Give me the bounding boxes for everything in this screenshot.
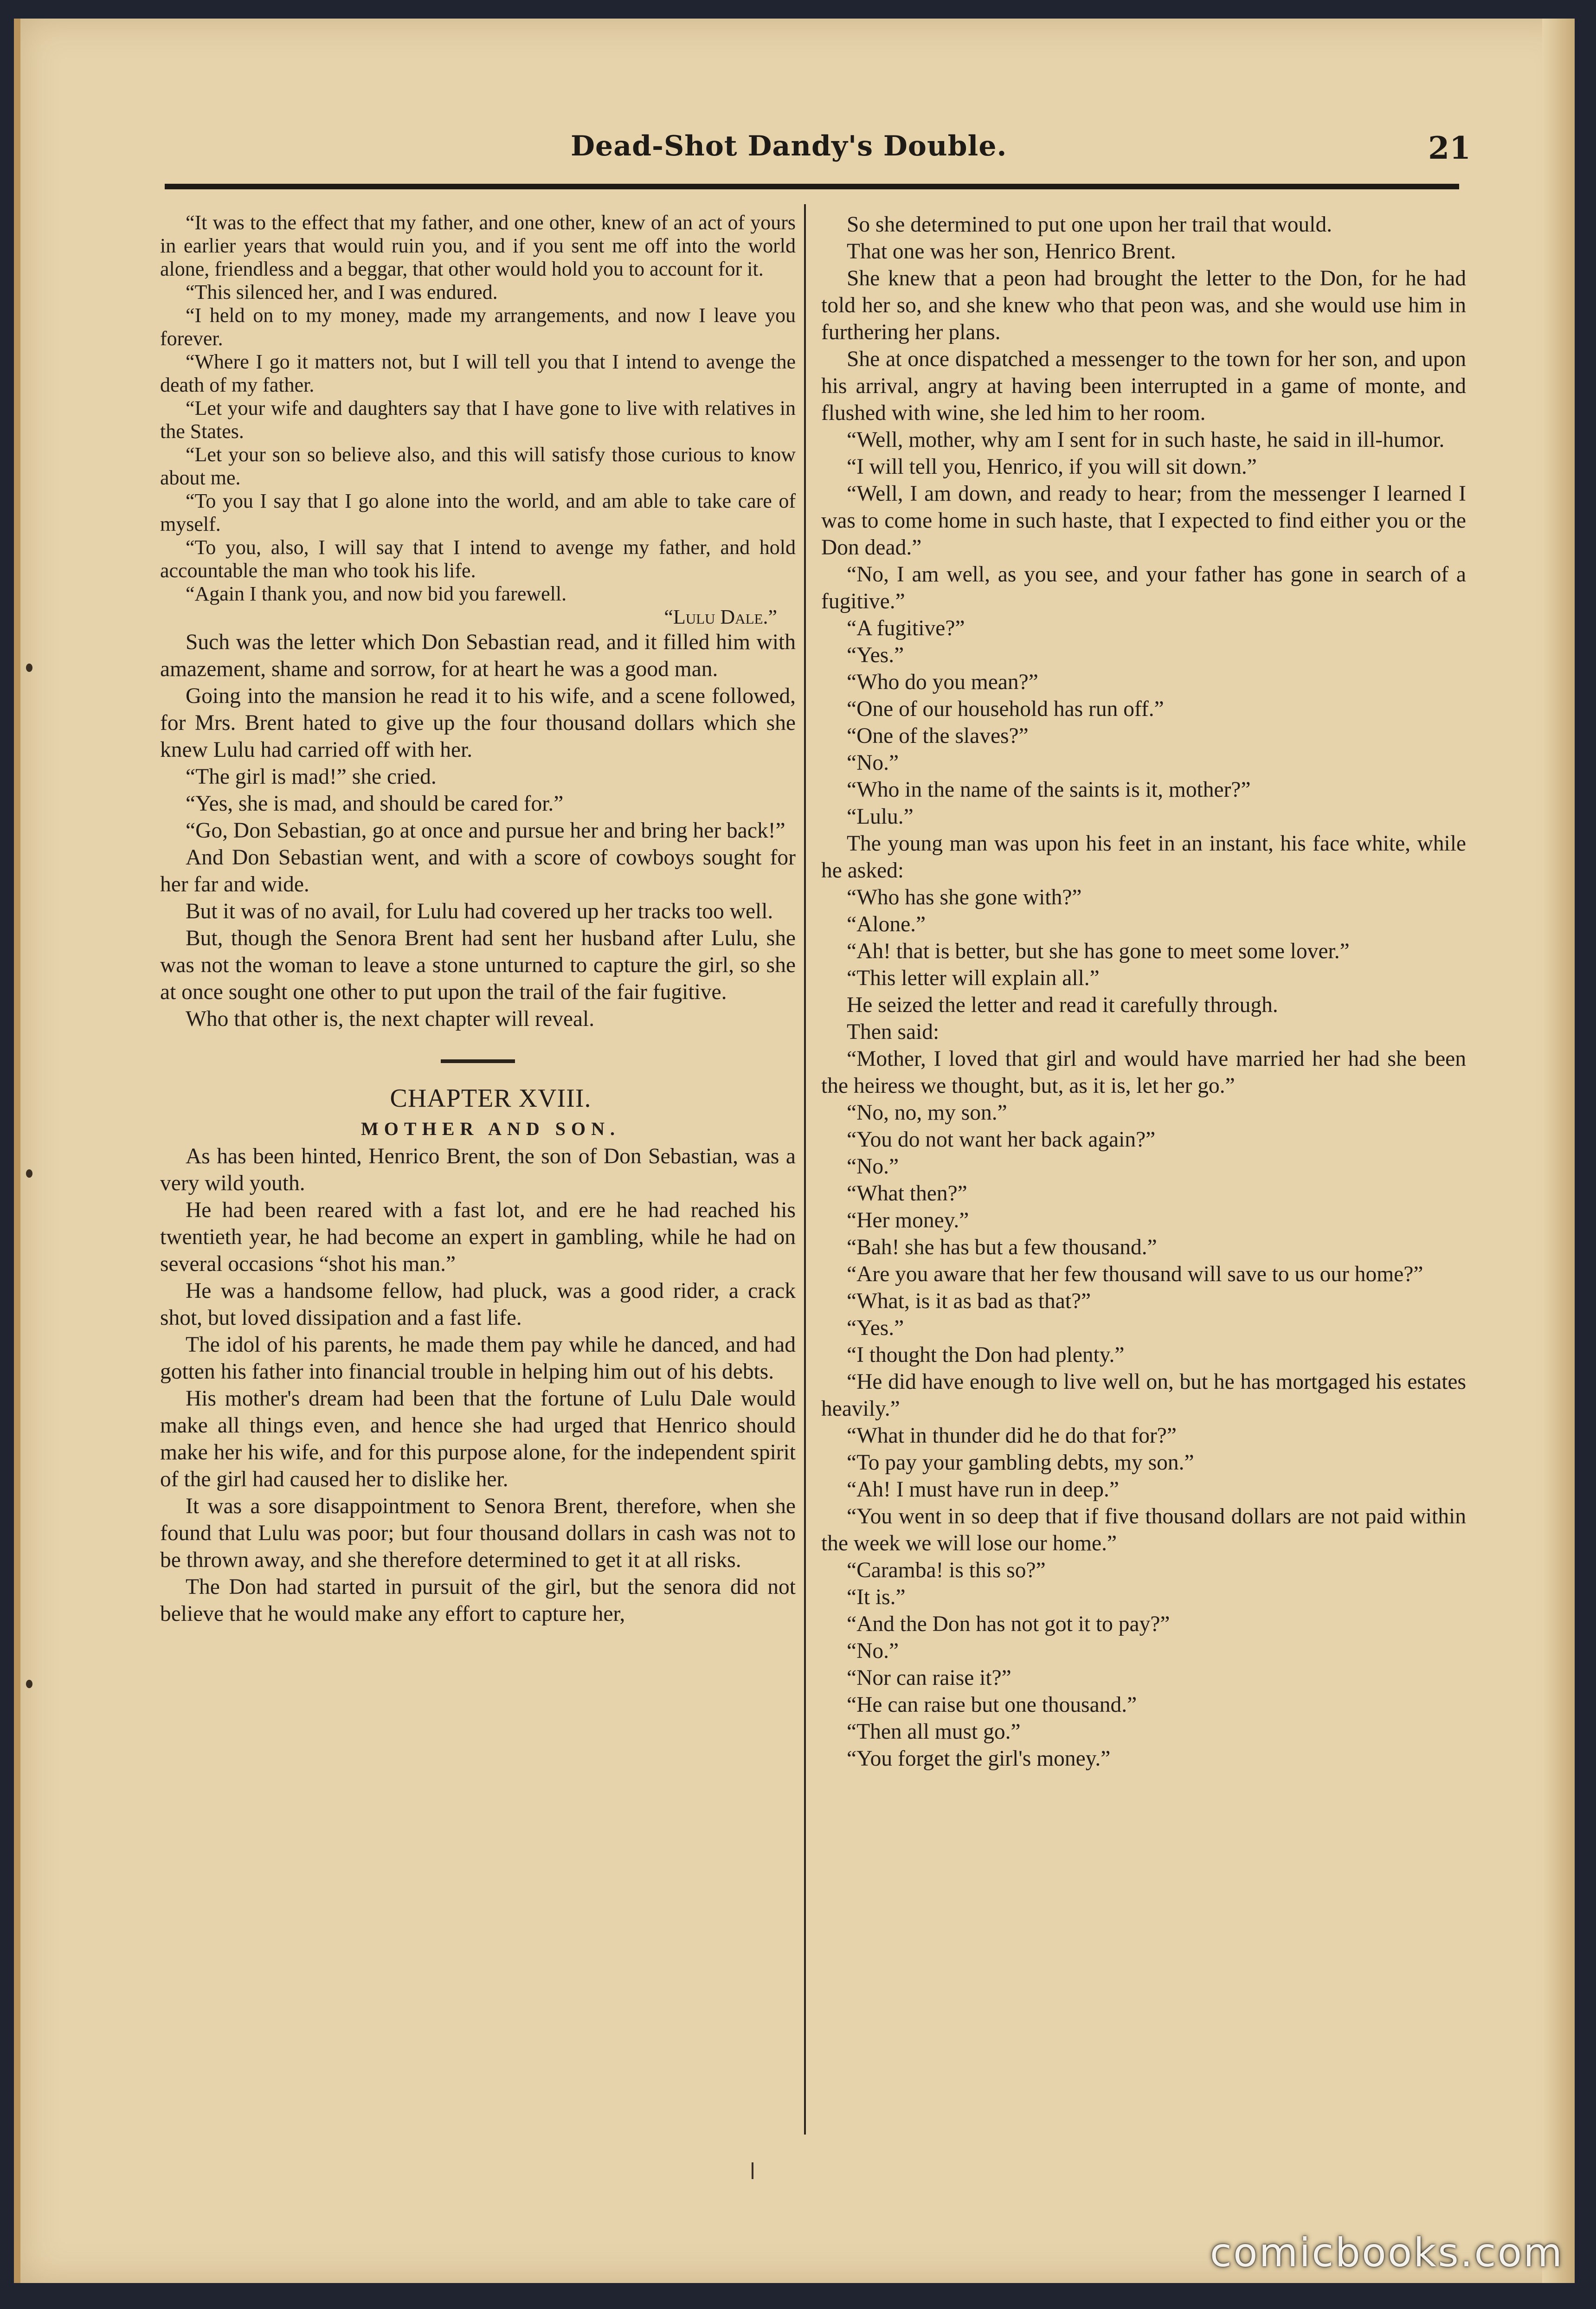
binding-hole: [26, 1680, 32, 1688]
paragraph: “Then all must go.”: [847, 1720, 1021, 1744]
header-rule: [165, 184, 1459, 189]
paragraph: She at once dispatched a messenger to the town for her son, and upon his arrival, angry at having been interrupted in a game of monte, and flushed with wine, she led him to her room.: [821, 347, 1466, 425]
paragraph: The Don had started in pursuit of the girl, but the senora did not believe that he would make any effort to capture her,: [160, 1575, 796, 1626]
paragraph: “Nor can raise it?”: [847, 1666, 1011, 1690]
paragraph: “He can raise but one thousand.”: [847, 1693, 1137, 1717]
letter-paragraph: “To you, also, I will say that I intend to avenge my father, and hold accountable the man who took his life.: [160, 536, 796, 582]
paragraph: “Yes.”: [847, 643, 904, 667]
paragraph: “You do not want her back again?”: [847, 1128, 1156, 1152]
paragraph: “He did have enough to live well on, but he has mortgaged his estates heavily.”: [821, 1370, 1466, 1421]
paragraph: “One of our household has run off.”: [847, 697, 1164, 721]
letter-paragraph: “I held on to my money, made my arrangements, and now I leave you forever.: [160, 304, 796, 350]
paragraph: “You went in so deep that if five thousand dollars are not paid within the week we will lose our home.”: [821, 1504, 1466, 1555]
paragraph: “What, is it as bad as that?”: [847, 1289, 1091, 1313]
paragraph: But it was of no avail, for Lulu had covered up her tracks too well.: [186, 899, 773, 923]
paragraph: He seized the letter and read it carefully through.: [847, 993, 1278, 1017]
paragraph: The young man was upon his feet in an instant, his face white, while he asked:: [821, 832, 1466, 883]
binding-hole: [26, 664, 32, 672]
paragraph: “Who do you mean?”: [847, 670, 1038, 694]
paragraph: “I will tell you, Henrico, if you will sit down.”: [847, 455, 1257, 479]
paragraph: “What in thunder did he do that for?”: [847, 1424, 1177, 1448]
chapter-subtitle: MOTHER AND SON.: [361, 1118, 620, 1139]
paragraph: “Bah! she has but a few thousand.”: [847, 1235, 1157, 1259]
paragraph: “A fugitive?”: [847, 616, 965, 640]
letter-paragraph: “Again I thank you, and now bid you farewell.: [186, 582, 567, 605]
paragraph: “It is.”: [847, 1585, 906, 1609]
paragraph: “Caramba! is this so?”: [847, 1558, 1046, 1582]
print-mark: [752, 2162, 753, 2179]
binding-hole: [26, 1169, 32, 1178]
paragraph: “I thought the Don had plenty.”: [847, 1343, 1125, 1367]
paragraph: “Well, I am down, and ready to hear; from the messenger I learned I was to come home in such haste, that I expected to find either you or the Don dead.”: [821, 482, 1466, 560]
letter-paragraph: “This silenced her, and I was endured.: [186, 281, 498, 303]
paragraph: “One of the slaves?”: [847, 724, 1029, 748]
paragraph: “What then?”: [847, 1181, 967, 1206]
paragraph: She knew that a peon had brought the letter to the Don, for he had told her so, and she knew who that peon was, and she would use him in furthering her plans.: [821, 266, 1466, 344]
running-title: Dead-Shot Dandy's Double.: [571, 130, 1007, 162]
paragraph: “Well, mother, why am I sent for in such haste, he said in ill-humor.: [847, 428, 1445, 452]
paragraph: But, though the Senora Brent had sent her husband after Lulu, she was not the woman to leave a stone unturned to capture the girl, so she at once sought one other to put upon the trail of the fair fugitive.: [160, 926, 796, 1004]
letter-paragraph: “It was to the effect that my father, and one other, knew of an act of yours in earlier years that would ruin you, and if you sent me off into the world alone, friendless and a beggar, that other would hold you to account for it.: [160, 211, 796, 280]
page-edge: [1542, 19, 1575, 2283]
paragraph: “Ah! I must have run in deep.”: [847, 1477, 1119, 1502]
paragraph: That one was her son, Henrico Brent.: [847, 239, 1176, 264]
paragraph: “Are you aware that her few thousand will save to us our home?”: [847, 1262, 1423, 1286]
chapter-separator: [441, 1059, 515, 1063]
letter-signature: “Lulu Dale.”: [664, 606, 777, 628]
paragraph: Then said:: [847, 1020, 940, 1044]
column-divider: [804, 204, 806, 2135]
paragraph: So she determined to put one upon her trail that would.: [847, 213, 1332, 237]
page-header: [153, 116, 1471, 176]
paragraph: “No, no, my son.”: [847, 1101, 1007, 1125]
letter-paragraph: “Where I go it matters not, but I will tell you that I intend to avenge the death of my father.: [160, 350, 796, 396]
left-column: [160, 211, 796, 1627]
paragraph: “Who in the name of the saints is it, mother?”: [847, 778, 1251, 802]
paragraph: “No, I am well, as you see, and your father has gone in search of a fugitive.”: [821, 562, 1466, 613]
paragraph: Going into the mansion he read it to his wife, and a scene followed, for Mrs. Brent hated to give up the four thousand dollars which she knew Lulu had carried off with her.: [160, 684, 796, 762]
right-column: [821, 211, 1466, 1772]
paragraph: “Ah! that is better, but she has gone to meet some lover.”: [847, 939, 1350, 963]
paragraph: “Alone.”: [847, 912, 926, 936]
paragraph: “You forget the girl's money.”: [847, 1747, 1111, 1771]
paragraph: “No.”: [847, 751, 899, 775]
paragraph: His mother's dream had been that the fortune of Lulu Dale would make all things even, and hence she had urged that Henrico should make her his wife, and for this purpose alone, for the independent spirit of the girl had caused her to dislike her.: [160, 1387, 796, 1491]
paragraph: “Go, Don Sebastian, go at once and pursue her and bring her back!”: [186, 819, 785, 843]
paragraph: Who that other is, the next chapter will reveal.: [186, 1007, 595, 1031]
paragraph: The idol of his parents, he made them pay while he danced, and had gotten his father into financial trouble in helping him out of his debts.: [160, 1333, 796, 1384]
paragraph: “No.”: [847, 1154, 899, 1179]
letter-paragraph: “Let your son so believe also, and this will satisfy those curious to know about me.: [160, 443, 796, 489]
paragraph: “Yes, she is mad, and should be cared for.”: [186, 792, 564, 816]
paragraph: “No.”: [847, 1639, 899, 1663]
letter-paragraph: “Let your wife and daughters say that I have gone to live with relatives in the States.: [160, 397, 796, 443]
paragraph: Such was the letter which Don Sebastian read, and it filled him with amazement, shame and sorrow, for at heart he was a good man.: [160, 630, 796, 681]
paragraph: As has been hinted, Henrico Brent, the son of Don Sebastian, was a very wild youth.: [160, 1144, 796, 1195]
paragraph: It was a sore disappointment to Senora Brent, therefore, when she found that Lulu was poor; but four thousand dollars in cash was not to be thrown away, and she therefore determined to get it at all risks.: [160, 1494, 796, 1572]
site-watermark: comicbooks.com: [1210, 2230, 1564, 2276]
paragraph: “Her money.”: [847, 1208, 969, 1232]
paragraph: “This letter will explain all.”: [847, 966, 1100, 990]
paragraph: He had been reared with a fast lot, and ere he had reached his twentieth year, he had become an expert in gambling, while he had on several occasions “shot his man.”: [160, 1198, 796, 1276]
paragraph: “The girl is mad!” she cried.: [186, 765, 437, 789]
page-number: 21: [1428, 130, 1471, 166]
paragraph: “Who has she gone with?”: [847, 885, 1082, 909]
paragraph: “Lulu.”: [847, 805, 914, 829]
paragraph: “To pay your gambling debts, my son.”: [847, 1451, 1194, 1475]
paragraph: “And the Don has not got it to pay?”: [847, 1612, 1170, 1636]
paragraph: And Don Sebastian went, and with a score of cowboys sought for her far and wide.: [160, 845, 796, 897]
chapter-title: CHAPTER XVIII.: [390, 1084, 592, 1113]
paragraph: “Yes.”: [847, 1316, 904, 1340]
letter-paragraph: “To you I say that I go alone into the world, and am able to take care of myself.: [160, 490, 796, 535]
paragraph: “Mother, I loved that girl and would have married her had she been the heiress we thought, but, as it is, let her go.”: [821, 1047, 1466, 1098]
paragraph: He was a handsome fellow, had pluck, was a good rider, a crack shot, but loved dissipation and a fast life.: [160, 1279, 796, 1330]
